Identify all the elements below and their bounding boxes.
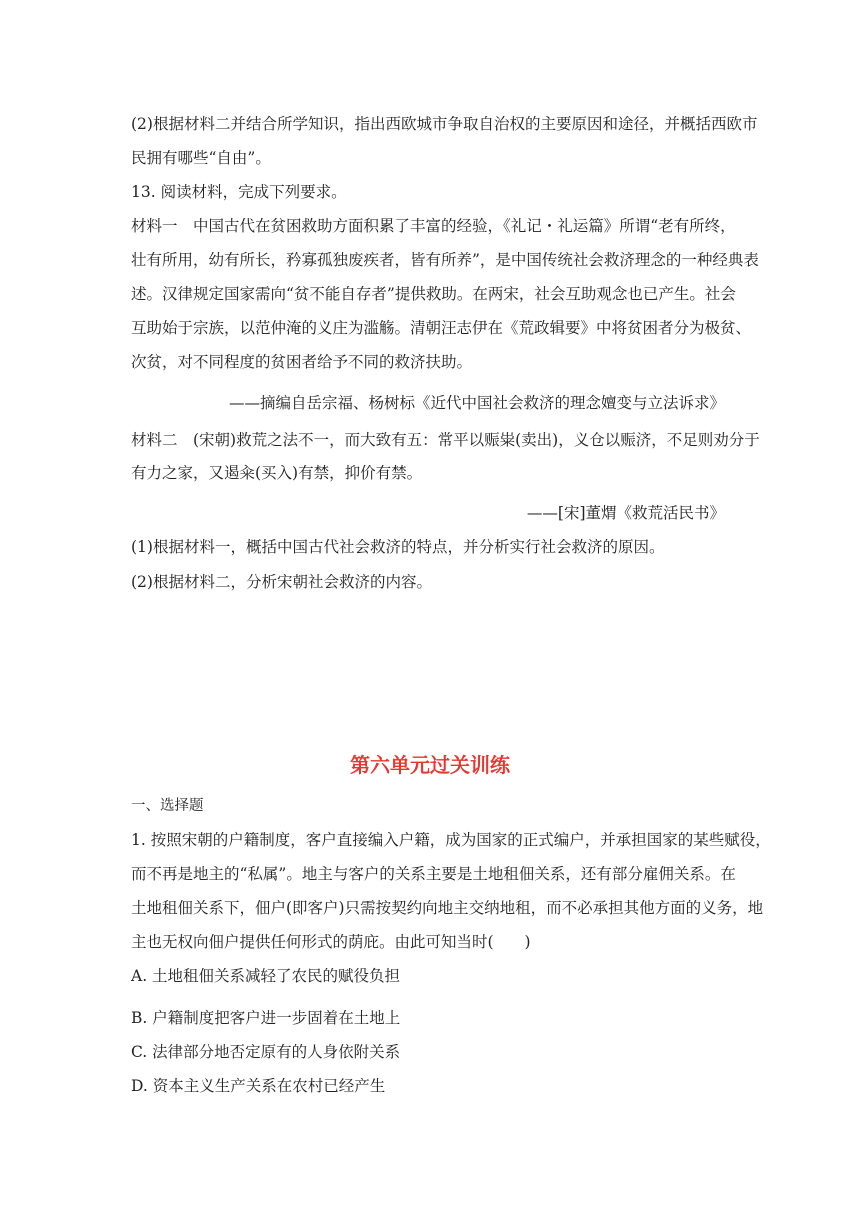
- q12-part2-line2: 民拥有哪些“自由”。: [131, 149, 271, 167]
- q13-question-part2: (2)根据材料二，分析宋朝社会救济的内容。: [131, 573, 432, 591]
- q13-material1-line5: 次贫，对不同程度的贫困者给予不同的救济扶助。: [131, 353, 473, 371]
- q13-material1-line4: 互助始于宗族，以范仲淹的义庄为滥觞。清朝汪志伊在《荒政辑要》中将贫困者分为极贫、: [131, 319, 752, 337]
- q13-intro: 13. 阅读材料，完成下列要求。: [131, 183, 347, 201]
- q13-question-part1: (1)根据材料一，概括中国古代社会救济的特点，并分析实行社会救济的原因。: [131, 538, 665, 556]
- q13-material1-line3: 述。汉律规定国家需向“贫不能自存者”提供救助。在两宋，社会互助观念也已产生。社会: [131, 285, 736, 303]
- unit-title: 第六单元过关训练: [350, 753, 510, 777]
- option-b: B. 户籍制度把客户进一步固着在土地上: [131, 1009, 401, 1027]
- option-d: D. 资本主义生产关系在农村已经产生: [131, 1077, 386, 1095]
- q13-material2-line1: 材料二 (宋朝)救荒之法不一，而大致有五：常平以赈粜(卖出)，义仓以赈济，不足则劝分于: [131, 431, 760, 449]
- q1-stem-line2: 而不再是地主的“私属”。地主与客户的关系主要是土地租佃关系，还有部分雇佣关系。在: [131, 865, 736, 883]
- option-c: C. 法律部分地否定原有的人身依附关系: [131, 1043, 401, 1061]
- option-a: A. 土地租佃关系减轻了农民的赋役负担: [131, 967, 401, 985]
- q1-stem-line1: 1. 按照宋朝的户籍制度，客户直接编入户籍，成为国家的正式编户，并承担国家的某些赋役，: [131, 831, 771, 849]
- section-heading: 一、选择题: [131, 798, 204, 814]
- q13-material1-line1: 材料一 中国古代在贫困救助方面积累了丰富的经验，《礼记・礼运篇》所谓“老有所终，: [131, 217, 736, 235]
- q13-material2-line2: 有力之家，又遏籴(买入)有禁，抑价有禁。: [131, 464, 423, 482]
- q13-material1-source: ——摘编自岳宗福、杨树标《近代中国社会救济的理念嬗变与立法诉求》: [228, 394, 725, 412]
- q1-stem-line3: 土地租佃关系下，佃户(即客户)只需按契约向地主交纳地租，而不必承担其他方面的义务，地: [131, 899, 764, 917]
- q12-part2-line1: (2)根据材料二并结合所学知识，指出西欧城市争取自治权的主要原因和途径，并概括西欧市: [131, 115, 758, 133]
- q13-material2-source: ——[宋]董煟《救荒活民书》: [526, 504, 725, 522]
- q1-stem-line4: 主也无权向佃户提供任何形式的荫庇。由此可知当时( ): [131, 933, 531, 951]
- q13-material1-line2: 壮有所用，幼有所长，矜寡孤独废疾者，皆有所养”，是中国传统社会救济理念的一种经典表: [131, 251, 759, 269]
